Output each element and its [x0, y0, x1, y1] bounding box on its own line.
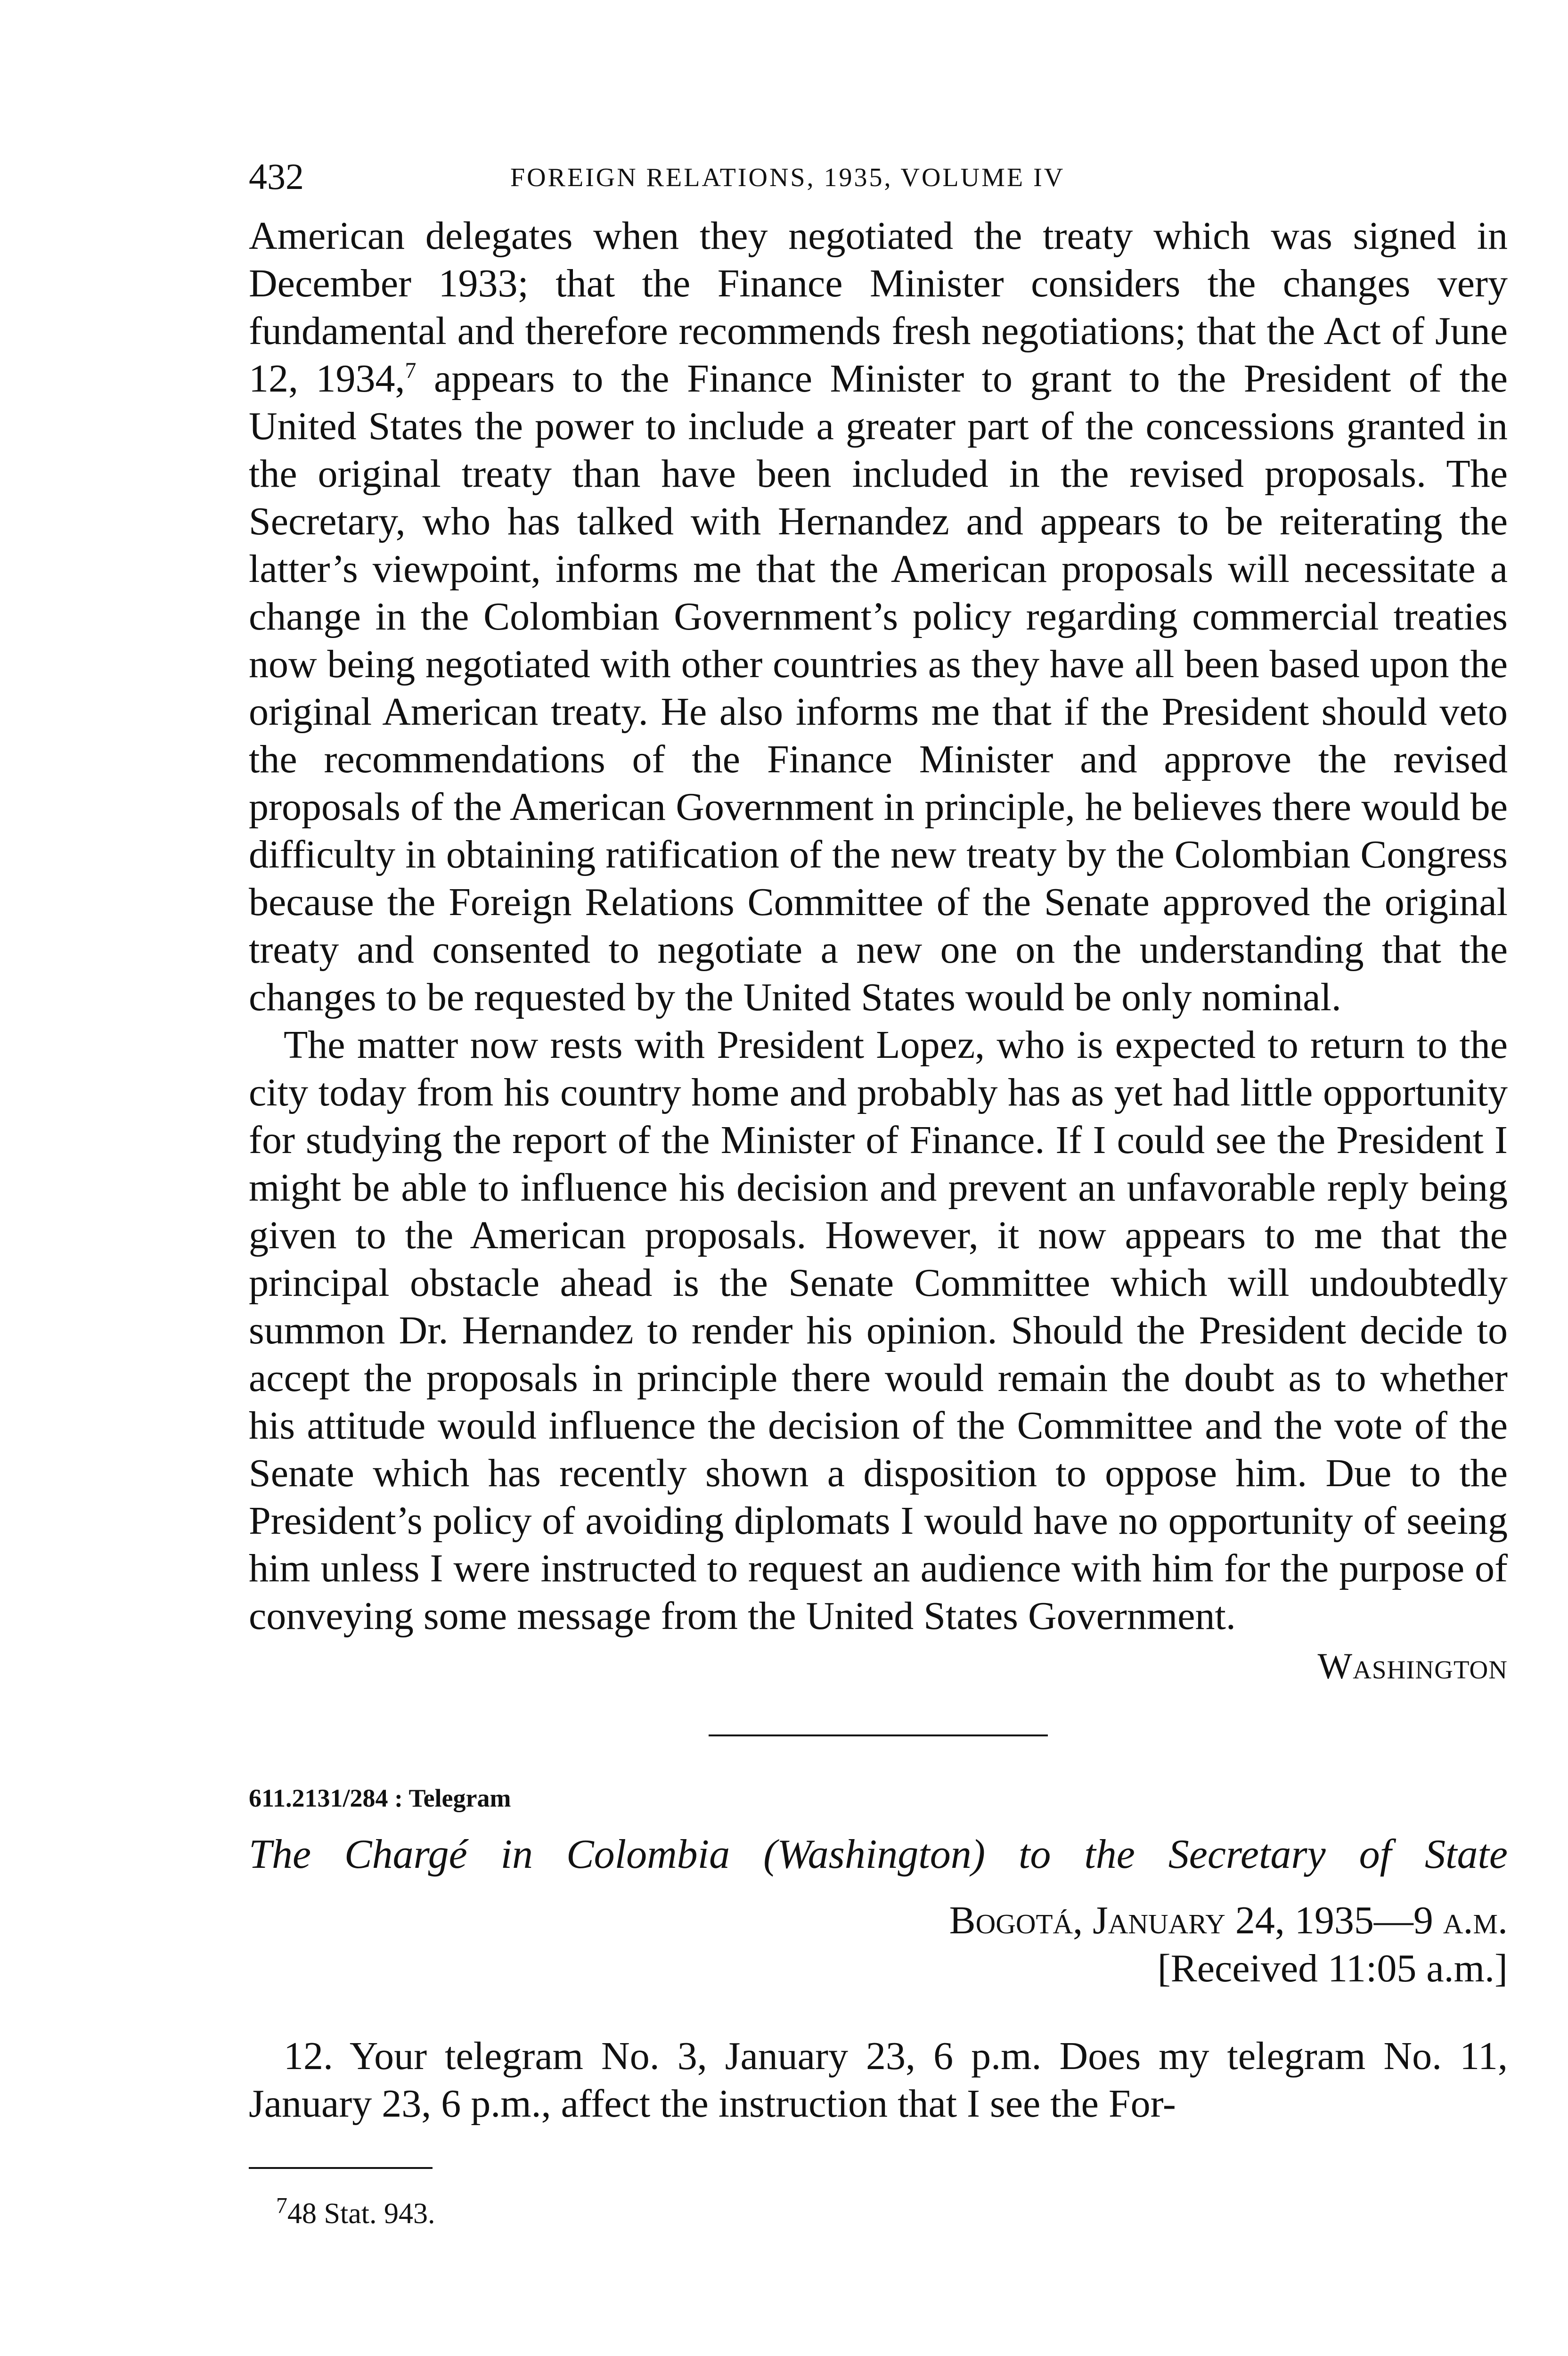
running-title: FOREIGN RELATIONS, 1935, VOLUME IV: [510, 163, 1065, 192]
continued-text-after-footnote: appears to the Finance Minister to grant to the President of the United States the power to include a greater part of the concessions granted in the original treaty than have been included in the revised proposals. The Secretary, who has talked with Hernandez and appears to be reiterating the latter’s viewpoint, informs me that the American proposals will necessitate a change in the Colombian Government’s policy regarding commercial treaties now being negotiated with other countries as they have all been based upon the original American treaty. He also informs me that if the President should veto the recommendations of the Finance Minister and approve the revised proposals of the American Government in principle, he believes there would be difficulty in obtaining ratification of the new treaty by the Colombian Congress because the Foreign Relations Committee of the Senate approved the original treaty and consented to negotiate a new one on the understanding that the changes to be requested by the United States would be only nominal.: [249, 357, 1508, 1019]
section-divider: [709, 1734, 1048, 1736]
footnote-divider: [249, 2167, 433, 2169]
file-reference: 611.2131/284 : Telegram: [249, 1784, 511, 1812]
received-time: [Received 11:05 a.m.]: [1157, 1947, 1508, 1990]
document-body: [249, 212, 1508, 1688]
footnote-reference: 7: [405, 358, 416, 383]
telegram-opening-paragraph: 12. Your telegram No. 3, January 23, 6 p.m. Does my telegram No. 11, January 23, 6 p.m., affect the instruction that I see the For-: [249, 2034, 1508, 2126]
dateline: Bogotá, January 24, 1935—9 a.m.: [949, 1898, 1508, 1942]
continued-text-before-footnote: American delegates when they negotiated the treaty which was signed in December 1933; that the Finance Minister considers the changes very fundamental and therefore recommends fresh negotiations; that the Act of June 12, 1934,: [249, 214, 1508, 401]
footnote-marker: 7: [276, 2193, 287, 2218]
signature: Washington: [1317, 1645, 1508, 1686]
page-number: 432: [249, 156, 304, 197]
continued-paragraph: [249, 212, 1508, 1021]
footnote: [276, 2195, 1508, 2232]
second-paragraph: The matter now rests with President Lopez, who is expected to return to the city today from his country home and probably has as yet had little opportunity for studying the report of the Minister of Finance. If I could see the President I might be able to influence his decision and prevent an unfavorable reply being given to the American proposals. However, it now appears to me that the principal obstacle ahead is the Senate Committee which will undoubtedly summon Dr. Hernandez to render his opinion. Should the President decide to accept the proposals in principle there would remain the doubt as to whether his attitude would influence the decision of the Committee and the vote of the Senate which has recently shown a disposition to oppose him. Due to the President’s policy of avoiding diplomats I would have no opportunity of seeing him unless I were instructed to request an audience with him for the purpose of conveying some message from the United States Government.: [249, 1023, 1508, 1638]
telegram-entry: [249, 1782, 1508, 2127]
running-header: [249, 155, 1508, 212]
document-heading: The Chargé in Colombia (Washington) to the Secretary of State: [249, 1832, 1508, 1877]
document-page: [249, 155, 1508, 2232]
footnote-text: 48 Stat. 943.: [287, 2198, 435, 2230]
